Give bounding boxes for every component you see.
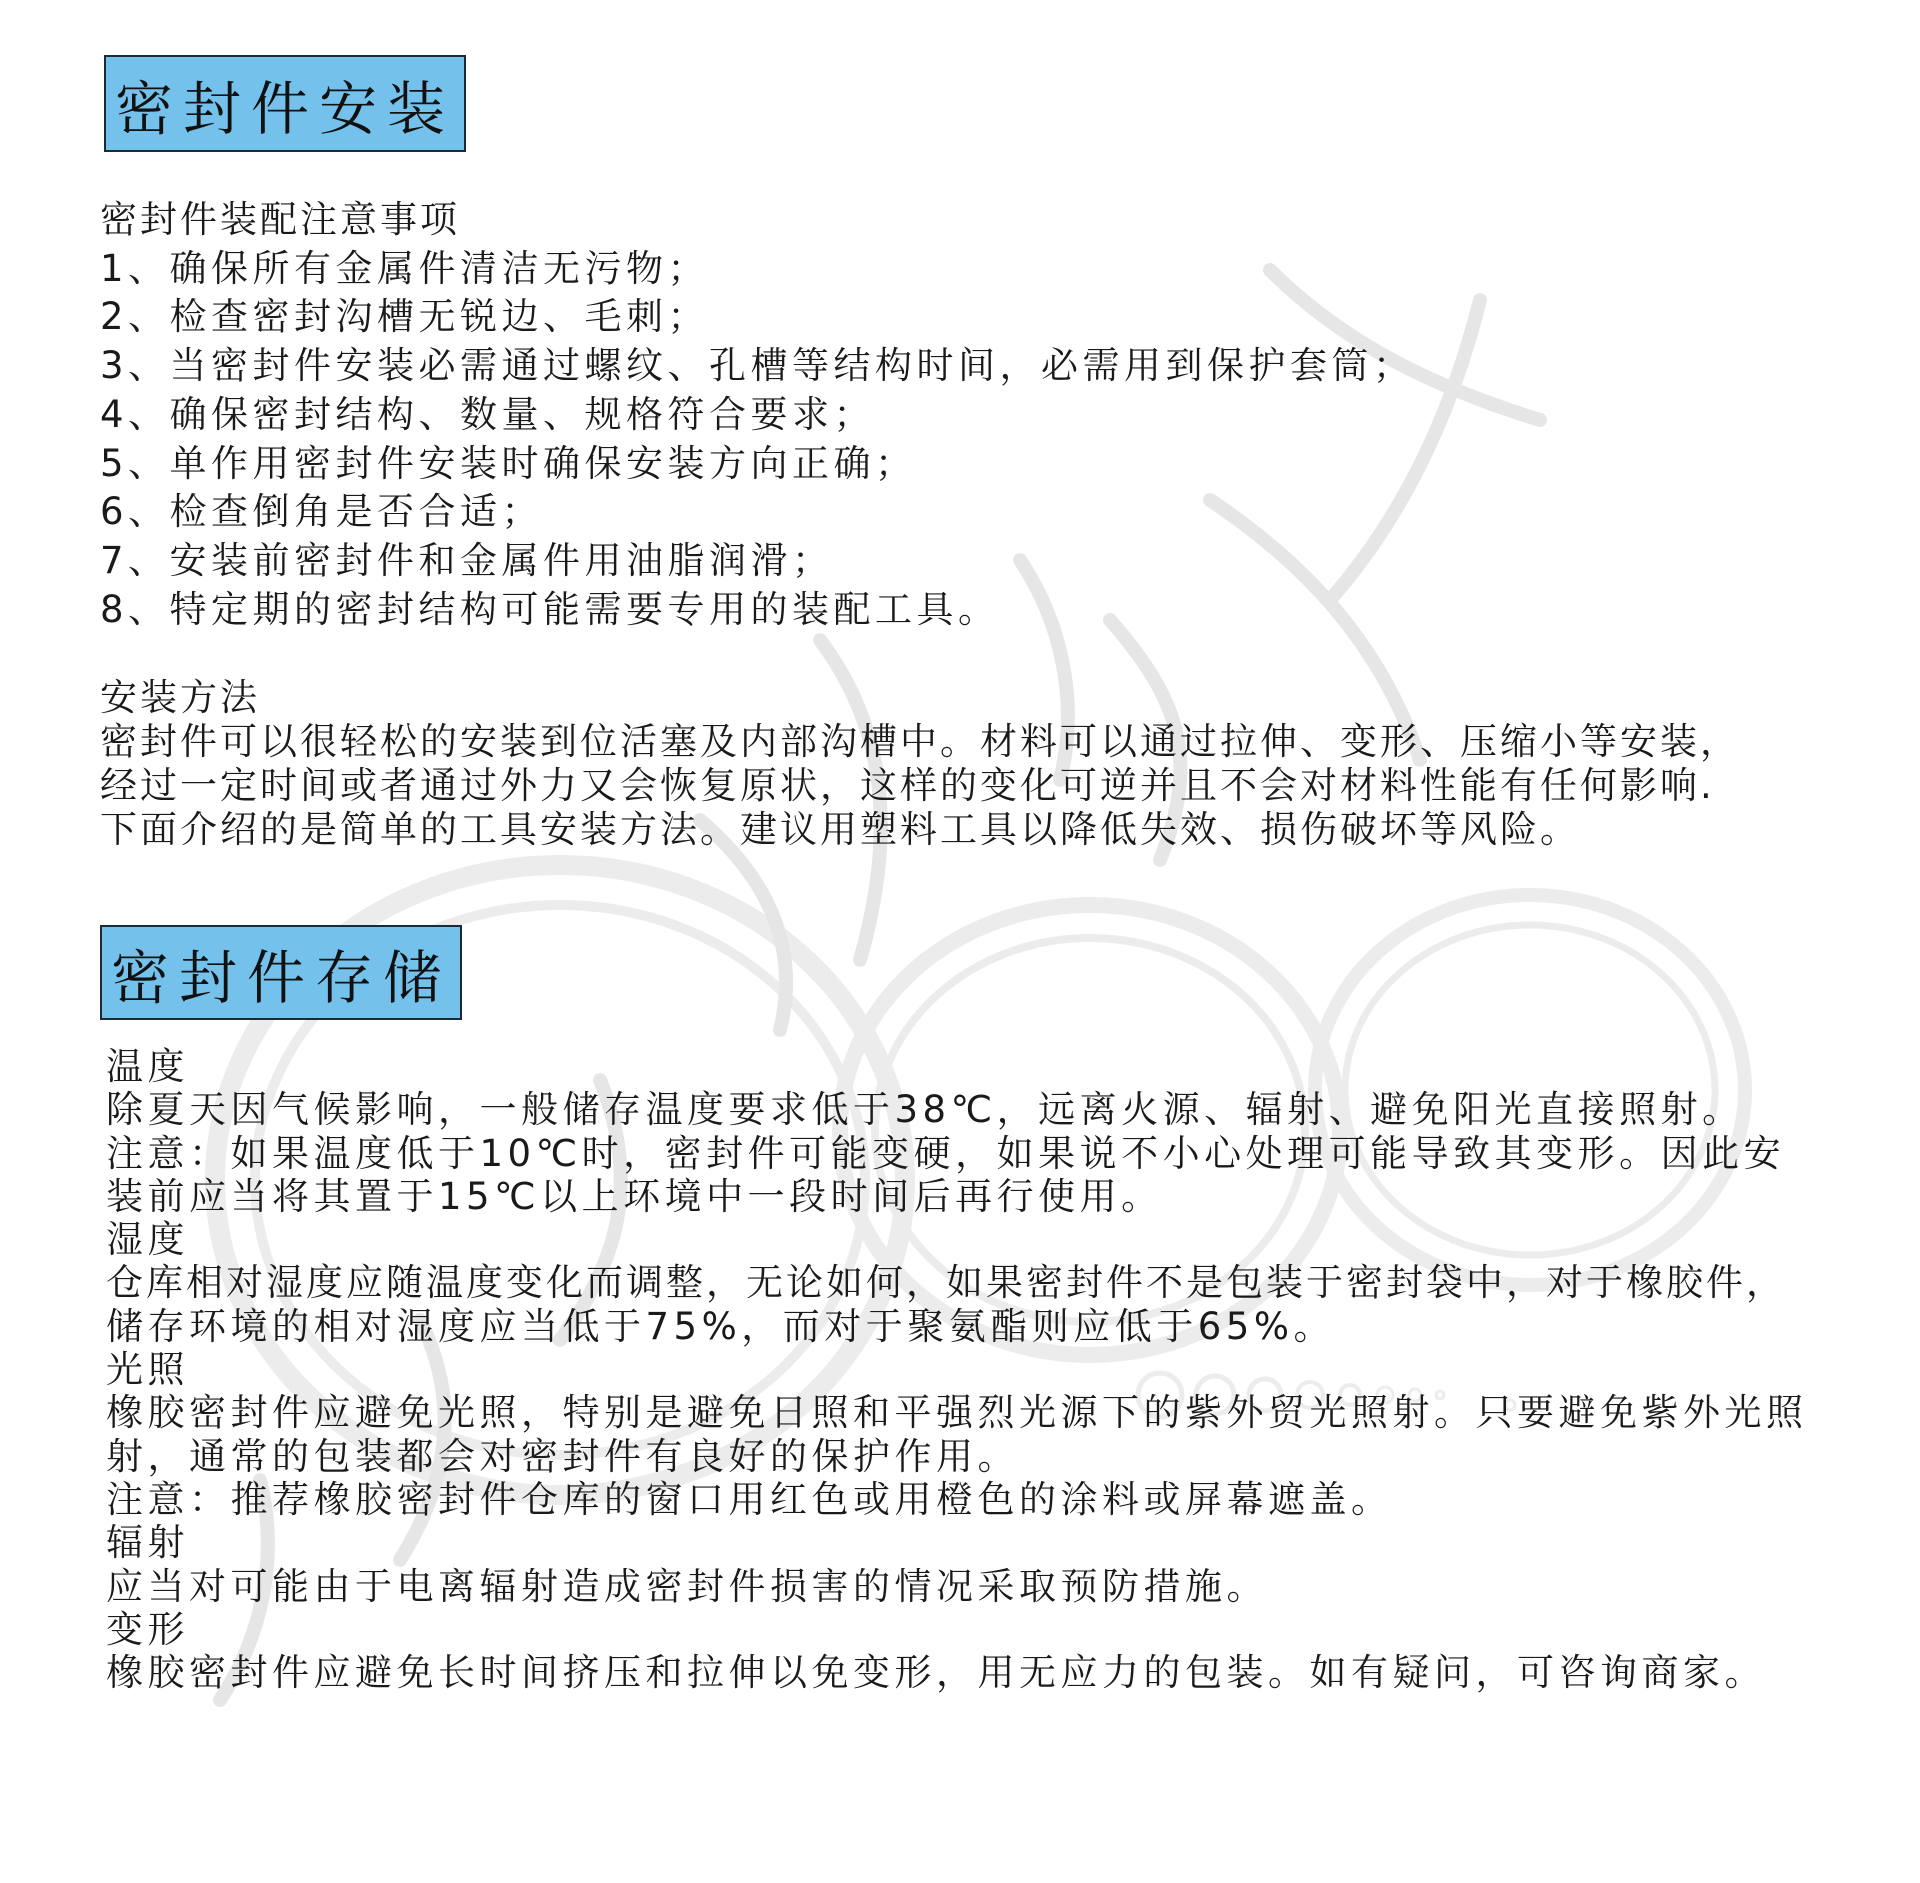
- humidity-text: 储存环境的相对湿度应当低于75%，而对于聚氨酯则应低于65%。: [106, 1304, 1335, 1348]
- assembly-note-item: 8、特定期的密封结构可能需要专用的装配工具。: [100, 587, 1000, 631]
- temperature-text: 注意：如果温度低于10℃时，密封件可能变硬，如果说不小心处理可能导致其变形。因此安: [106, 1131, 1786, 1175]
- humidity-text: 仓库相对湿度应随温度变化而调整，无论如何，如果密封件不是包装于密封袋中，对于橡胶件，: [106, 1261, 1786, 1305]
- storage-section-title: 密封件存储: [110, 943, 451, 1012]
- radiation-text: 应当对可能由于电离辐射造成密封件损害的情况采取预防措施。: [106, 1564, 1268, 1608]
- storage-section-heading: [100, 925, 462, 1020]
- light-text: 射，通常的包装都会对密封件有良好的保护作用。: [106, 1434, 1019, 1478]
- install-method: [100, 676, 1740, 852]
- deformation-text: 橡胶密封件应避免长时间挤压和拉伸以免变形，用无应力的包装。如有疑问，可咨询商家。: [106, 1651, 1766, 1695]
- assembly-note-item: 4、确保密封结构、数量、规格符合要求；: [100, 392, 876, 436]
- light-text: 注意：推荐橡胶密封件仓库的窗口用红色或用橙色的涂料或屏幕遮盖。: [106, 1477, 1393, 1521]
- temperature-title: 温度: [106, 1045, 189, 1088]
- humidity-title: 湿度: [106, 1218, 189, 1262]
- assembly-note-item: 1、确保所有金属件清洁无污物；: [100, 246, 710, 290]
- install-section-heading: [104, 55, 466, 152]
- assembly-note-item: 3、当密封件安装必需通过螺纹、孔槽等结构时间，必需用到保护套筒；: [100, 344, 1415, 388]
- storage-details: [106, 1045, 1808, 1694]
- assembly-note-item: 5、单作用密封件安装时确保安装方向正确；: [100, 441, 917, 485]
- install-method-text: 密封件可以很轻松的安装到位活塞及内部沟槽中。材料可以通过拉伸、变形、压缩小等安装，: [100, 720, 1740, 763]
- install-method-text: 经过一定时间或者通过外力又会恢复原状，这样的变化可逆并且不会对材料性能有任何影响.: [100, 764, 1715, 807]
- install-method-title: 安装方法: [100, 676, 260, 719]
- assembly-note-item: 2、检查密封沟槽无锐边、毛刺；: [100, 295, 710, 339]
- install-section-title: 密封件安装: [114, 74, 455, 143]
- assembly-notes: [100, 196, 1415, 634]
- light-title: 光照: [106, 1348, 189, 1392]
- radiation-title: 辐射: [106, 1521, 189, 1565]
- deformation-title: 变形: [106, 1607, 189, 1651]
- light-text: 橡胶密封件应避免光照，特别是避免日照和平强烈光源下的紫外贸光照射。只要避免紫外光照: [106, 1391, 1808, 1435]
- assembly-notes-title: 密封件装配注意事项: [100, 198, 460, 241]
- assembly-note-item: 7、安装前密封件和金属件用油脂润滑；: [100, 538, 834, 582]
- assembly-note-item: 6、检查倒角是否合适；: [100, 490, 544, 534]
- temperature-text: 装前应当将其置于15℃以上环境中一段时间后再行使用。: [106, 1174, 1163, 1218]
- temperature-text: 除夏天因气候影响，一般储存温度要求低于38℃，远离火源、辐射、避免阳光直接照射。: [106, 1088, 1744, 1132]
- install-method-text: 下面介绍的是简单的工具安装方法。建议用塑料工具以降低失效、损伤破坏等风险。: [100, 808, 1580, 851]
